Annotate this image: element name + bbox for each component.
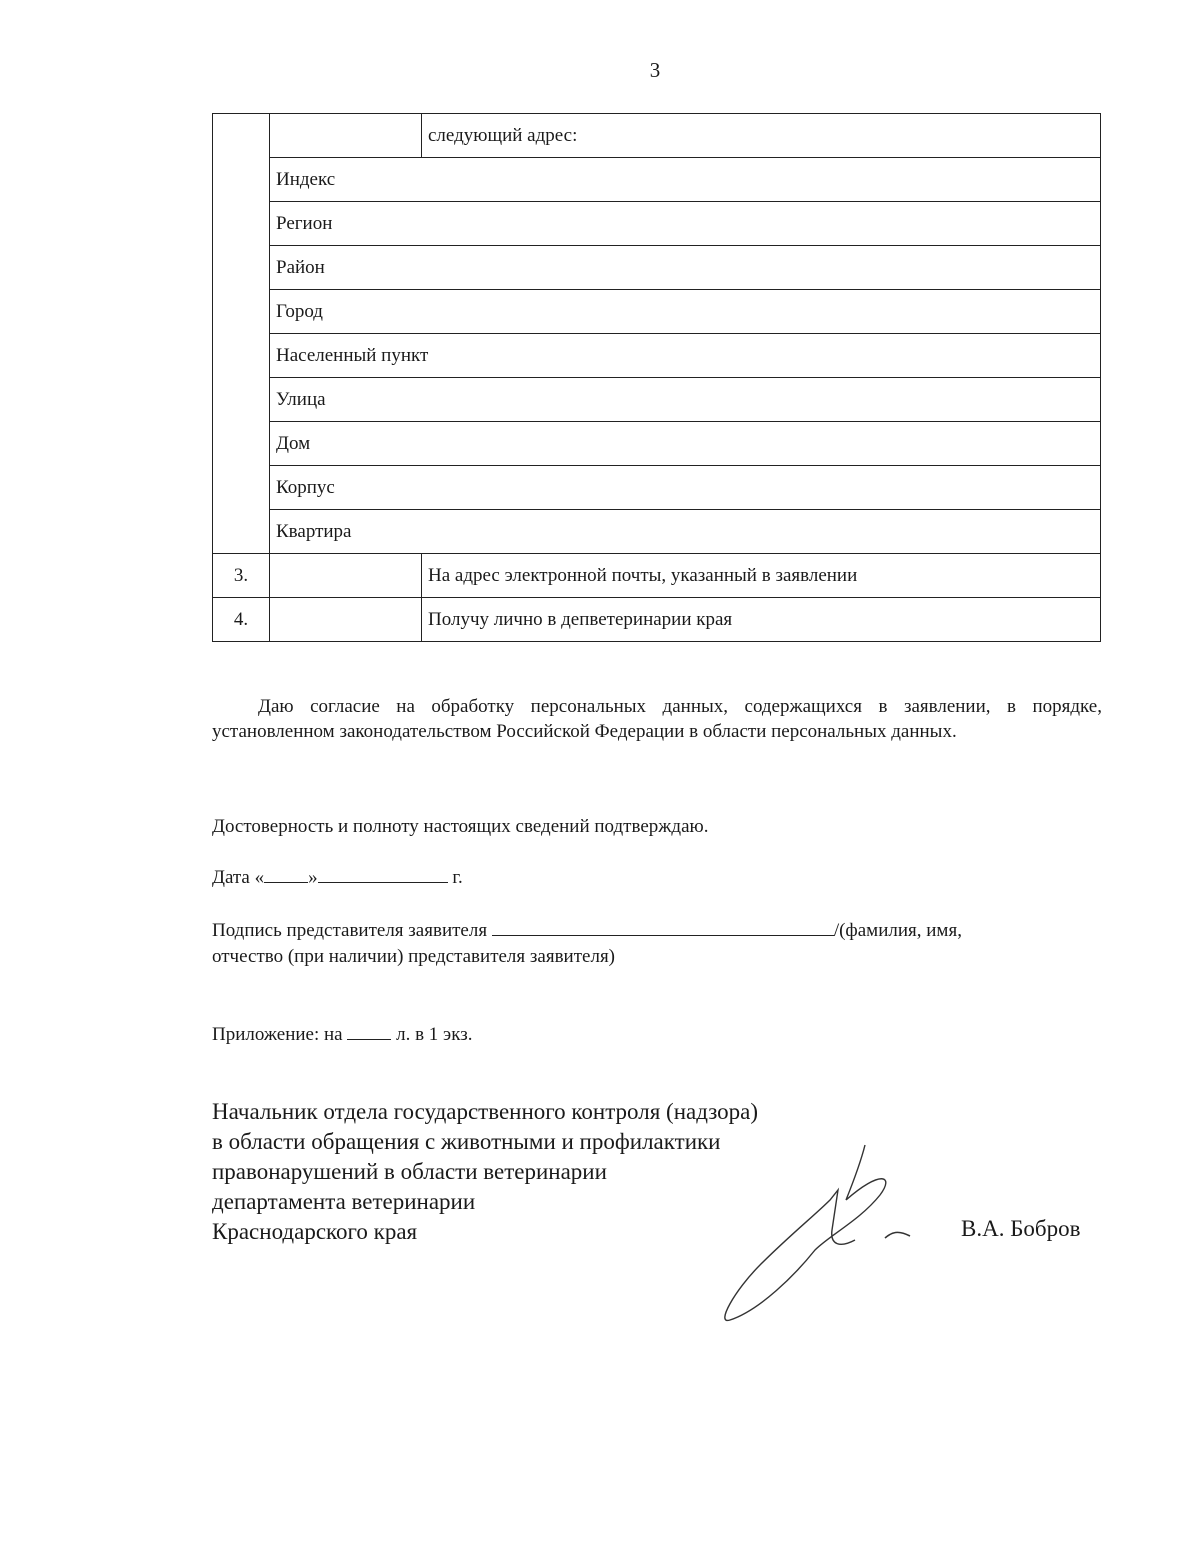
date-suffix: г. [447, 867, 463, 888]
date-prefix: Дата « [212, 867, 265, 888]
signature-continuation: отчество (при наличии) представителя заявителя) [212, 946, 616, 967]
row-number-cell: 3. [213, 554, 270, 598]
table-row [213, 422, 1101, 466]
table-row [213, 510, 1101, 554]
table-row [213, 554, 1101, 598]
table-row [213, 246, 1101, 290]
row-number-cell: 4. [213, 598, 270, 642]
description-cell: На адрес электронной почты, указанный в заявлении [422, 554, 1101, 598]
appendix-prefix: Приложение: на [212, 1024, 348, 1045]
address-field: Улица [270, 378, 1101, 422]
table-row [213, 598, 1101, 642]
table-row [213, 378, 1101, 422]
signature-label: Подпись представителя заявителя [212, 920, 492, 941]
confirmation-text: Достоверность и полноту настоящих сведений подтверждаю. [212, 816, 709, 837]
table-row [213, 466, 1101, 510]
description-cell: следующий адрес: [422, 114, 1101, 158]
date-day-blank [264, 864, 308, 883]
signature-line [212, 917, 1102, 970]
choice-cell [270, 598, 422, 642]
date-mid: » [308, 867, 318, 888]
date-line [212, 864, 1102, 890]
address-table-body [213, 114, 1101, 642]
signature-suffix: /(фамилия, имя, [833, 920, 962, 941]
address-table [212, 113, 1101, 642]
address-field: Квартира [270, 510, 1101, 554]
appendix-line [212, 1021, 1102, 1047]
row-number-cell [213, 114, 270, 554]
table-row [213, 202, 1101, 246]
choice-cell [270, 554, 422, 598]
address-field: Индекс [270, 158, 1101, 202]
description-cell: Получу лично в депветеринарии края [422, 598, 1101, 642]
address-field: Регион [270, 202, 1101, 246]
choice-cell [270, 114, 422, 158]
address-field: Корпус [270, 466, 1101, 510]
table-row [213, 290, 1101, 334]
address-field: Район [270, 246, 1101, 290]
table-row [213, 334, 1101, 378]
signer-name: В.А. Бобров [961, 1216, 1081, 1241]
consent-text: Даю согласие на обработку персональных данных, содержащихся в заявлении, в порядке, установленном законодательством Российской Федерации в области персональных данных. [212, 696, 1102, 742]
address-field: Город [270, 290, 1101, 334]
table-row [213, 114, 1101, 158]
appendix-blank [347, 1021, 391, 1040]
signer-position: Начальник отдела государственного контроля (надзора) в области обращения с животными и профилактики правонарушений в области ветеринарии департамента ветеринарии Краснодарского края [212, 1099, 759, 1244]
page-number: 3 [649, 58, 661, 82]
appendix-suffix: л. в 1 экз. [391, 1024, 473, 1045]
address-field: Населенный пункт [270, 334, 1101, 378]
signature-blank [492, 917, 834, 936]
date-month-blank [318, 864, 448, 883]
table-row [213, 158, 1101, 202]
handwritten-signature [720, 1140, 920, 1330]
address-field: Дом [270, 422, 1101, 466]
